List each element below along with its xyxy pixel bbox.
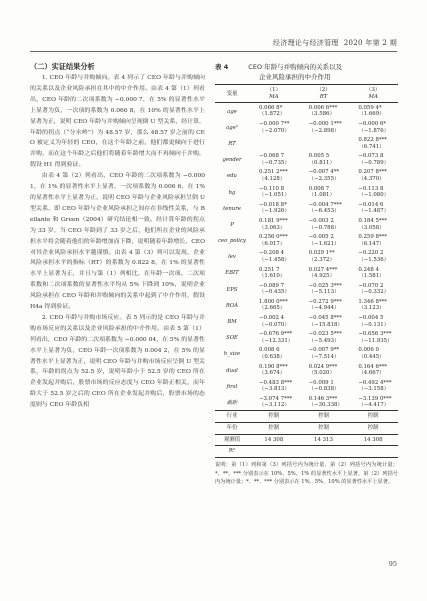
- coefficient-cell: 0.184 5***: [358, 217, 387, 224]
- t-statistic-cell: （−0.435）: [259, 289, 290, 296]
- table-title-line1: CEO 年龄与并购倾向的关系以及: [248, 63, 343, 71]
- t-statistic-cell: （−7.514）: [308, 353, 340, 360]
- coefficient-cell: −0.000 1***: [308, 120, 342, 127]
- t-statistic-cell: （1.610）: [259, 273, 286, 280]
- dependent-variable: RT: [299, 94, 349, 103]
- variable-label: first: [226, 383, 238, 390]
- table-row: [215, 136, 398, 144]
- coefficient-cell: 0.029 1**: [308, 250, 335, 257]
- coefficient-cell: 0.006 0: [358, 347, 379, 354]
- regression-table: [215, 84, 398, 458]
- table-title-line2: 企业风险承担的中介作用: [259, 73, 331, 81]
- coefficient-cell: −0.002 4: [259, 315, 285, 322]
- t-statistic-cell: （−12.331）: [259, 337, 294, 344]
- paragraph: 1. CEO 年龄与并购倾向。表 4 列示了 CEO 年龄与并购倾向的关系以及企业风险承担在其中的中介作用。由表 4 第（1）列看出，CEO 年龄的二次项系数为 −0.000 7，在 5% 的显著性水平上显著为负，一次项的系数为 0.066 8，在 10% 的显著性水平上显著为正，说明 CEO 年龄与并购倾向呈现倒 U 型关系，经计算，年龄的拐点（“分水岭”）为 48.57 岁，那么 48.57 岁之前的 CEO 被定义为年轻的 CEO，在这个年龄之前，他们都更倾向于进行并购，而在这个年龄之后他们将随着年龄增大而不再倾向于并购，假设 H1 得到验证。: [30, 74, 205, 169]
- coefficient-cell: [249, 136, 299, 144]
- table-footer-row: [215, 411, 398, 423]
- footer-label: R²: [215, 446, 249, 458]
- coefficient-cell: −0.009 1: [308, 379, 334, 386]
- t-statistic-cell: （1.872）: [259, 111, 286, 118]
- t-statistic-cell: （−4.944）: [308, 305, 340, 312]
- t-statistic-cell: [249, 144, 299, 152]
- coefficient-cell: −3.074 7***: [259, 395, 293, 402]
- coefficient-cell: 1.800 0***: [259, 298, 288, 305]
- variable-label: age: [227, 108, 237, 115]
- variable-label: ceo_policy: [218, 238, 246, 245]
- footer-value: 控制: [348, 411, 398, 423]
- t-statistic-cell: （−0.838）: [308, 386, 340, 393]
- t-statistic-cell: （−1.536）: [358, 256, 390, 263]
- coefficient-cell: −0.000 7**: [259, 120, 290, 127]
- coefficient-cell: 0.027 4***: [308, 266, 338, 273]
- variable-header: 变量: [215, 85, 249, 103]
- table-header-row: [215, 85, 398, 94]
- table-footer-row: [215, 423, 398, 435]
- t-statistic-cell: （−4.417）: [358, 402, 390, 409]
- coefficient-cell: 0.059 4*: [358, 104, 382, 111]
- footer-value: 控制: [299, 411, 349, 423]
- footer-value: 控制: [299, 423, 349, 435]
- t-statistic-cell: （−30.338）: [308, 402, 343, 409]
- footer-value: 14 313: [299, 434, 349, 446]
- footer-value: 14 308: [249, 434, 299, 446]
- t-statistic-cell: （0.638）: [259, 353, 286, 360]
- table-number: 表 4: [215, 63, 229, 71]
- coefficient-cell: −0.018 8*: [259, 201, 287, 208]
- variable-label: lev: [228, 254, 236, 261]
- variable-label: RT: [228, 141, 236, 148]
- coefficient-cell: −0.272 9***: [308, 298, 342, 305]
- section-title: （二）实证结果分析: [30, 62, 95, 71]
- table-row: [215, 249, 398, 257]
- coefficient-cell: 0.207 8***: [358, 169, 387, 176]
- t-statistic-cell: （−3.158）: [358, 386, 390, 393]
- page-number: 95: [388, 560, 397, 568]
- variable-label: EPS: [226, 286, 238, 293]
- footer-value: [249, 446, 299, 458]
- t-statistic-cell: （−1.487）: [358, 208, 390, 215]
- table-row: [215, 297, 398, 305]
- footer-value: [299, 446, 349, 458]
- coefficient-cell: −0.000 6*: [358, 120, 387, 127]
- t-statistic-cell: （−1.621）: [308, 240, 340, 247]
- coefficient-cell: −0.073 8: [358, 153, 384, 160]
- coefficient-cell: 0.146 3***: [308, 395, 338, 402]
- table-note: 说明：第（1）列和第（3）列括号内为统计量，第（2）列括号内为统计量；*、**、*** 分别表示在 10%、5%、1% 的显著性水平上显著。第（2）列括号内为统计量；*、**、*** 分别表示在 1%、5%、10% 的显著性水平上显著。: [215, 461, 398, 486]
- running-header: [30, 38, 397, 52]
- footer-value: 控制: [348, 423, 398, 435]
- table-footer-row: [215, 446, 398, 458]
- coefficient-cell: −0.492 4***: [358, 379, 392, 386]
- coefficient-cell: −0.023 5***: [308, 331, 342, 338]
- t-statistic-cell: （−3.112）: [259, 402, 290, 409]
- coefficient-cell: −0.070 2: [358, 282, 384, 289]
- t-statistic-cell: （−1.926）: [259, 208, 290, 215]
- table-row: [215, 313, 398, 321]
- variable-label: hg: [228, 189, 236, 196]
- coefficient-cell: −0.676 9***: [259, 331, 293, 338]
- coefficient-cell: −0.025 3***: [308, 282, 342, 289]
- t-statistic-cell: （4.370）: [358, 176, 385, 183]
- table-caption: [215, 62, 398, 82]
- dependent-variable: MA: [348, 94, 398, 103]
- footer-label: 行业: [215, 411, 249, 423]
- footer-value: 控制: [249, 411, 299, 423]
- t-statistic-cell: （1.581）: [358, 273, 385, 280]
- t-statistic-cell: （3.586）: [308, 111, 335, 118]
- variable-label: EBIT: [225, 270, 239, 277]
- coefficient-cell: 0.251 2***: [259, 169, 288, 176]
- column-number: （2）: [316, 87, 331, 93]
- footer-label: 观测值: [215, 434, 249, 446]
- t-statistic-cell: （−0.789）: [358, 159, 390, 166]
- t-statistic-cell: [299, 144, 349, 152]
- table-row: [215, 216, 398, 224]
- coefficient-cell: 0.024 9***: [308, 363, 338, 370]
- t-statistic-cell: （−1.458）: [259, 256, 290, 263]
- t-statistic-cell: （6.147）: [358, 240, 385, 247]
- table-row: [215, 184, 398, 192]
- t-statistic-cell: （−2.898）: [308, 127, 340, 134]
- coefficient-cell: −0.110 8: [259, 185, 285, 192]
- coefficient-cell: −0.004 7***: [308, 201, 342, 208]
- t-statistic-cell: （4.925）: [308, 273, 335, 280]
- table-row: [215, 378, 398, 386]
- table-row: [215, 281, 398, 289]
- coefficient-cell: −0.007 9**: [308, 347, 340, 354]
- variable-label: age²: [226, 124, 238, 131]
- t-statistic-cell: （−15.818）: [308, 321, 343, 328]
- table-row: [215, 346, 398, 354]
- t-statistic-cell: （5.020）: [308, 370, 335, 377]
- t-statistic-cell: （3.123）: [358, 305, 385, 312]
- coefficient-cell: −0.068 7: [259, 153, 285, 160]
- variable-label: P: [230, 221, 234, 228]
- t-statistic-cell: （−0.735）: [259, 159, 290, 166]
- t-statistic-cell: （−0.070）: [259, 321, 290, 328]
- coefficient-cell: −3.139 0***: [358, 395, 392, 402]
- coefficient-cell: −0.483 8***: [259, 379, 293, 386]
- coefficient-cell: 0.256 0***: [259, 234, 288, 241]
- body-text-column: [30, 62, 205, 562]
- coefficient-cell: −0.113 8: [358, 185, 384, 192]
- table-column: [215, 62, 398, 522]
- table-row: [215, 330, 398, 338]
- t-statistic-cell: （4.128）: [259, 176, 286, 183]
- t-statistic-cell: （−2.355）: [308, 176, 340, 183]
- table-row: [215, 265, 398, 273]
- table-row: [215, 152, 398, 160]
- footer-value: [348, 446, 398, 458]
- coefficient-cell: −0.007 4**: [308, 169, 340, 176]
- t-statistic-cell: （1.669）: [358, 111, 385, 118]
- t-statistic-cell: （−1.080）: [358, 192, 390, 199]
- coefficient-cell: [299, 136, 349, 144]
- table-row: [215, 168, 398, 176]
- coefficient-cell: 0.066 8*: [259, 104, 283, 111]
- coefficient-cell: −0.045 8***: [308, 315, 342, 322]
- coefficient-cell: 0.164 6***: [358, 363, 387, 370]
- variable-label: SOE: [226, 335, 238, 342]
- dependent-variable: MA: [249, 94, 299, 103]
- table-row: [215, 119, 398, 127]
- coefficient-cell: 0.008 7: [308, 185, 330, 192]
- paragraph: 2. CEO 年龄与并购市场反应。表 5 列示的是 CEO 年龄与并购市场反应的关系以及企业风险承担的中介作用。由表 5 第（1）列看出，CEO 年龄的二次项系数为 −0.000 04，在 5% 的显著性水平上显著为负，CEO 年龄一次项系数为 0.004 2，在 5% 的显著性水平上显著为正，说明 CEO 年龄与并购市场反应呈倒 U 型关系，年龄的拐点为 52.5 岁，说明年龄小于 52.5 岁的 CEO 所在企业发起并购后，股票市场的反应态度与 CEO 年龄正相关，而年龄大于 52.5 岁之后的 CEO 所在企业发起并购后，股票市场的态度则与 CEO 年龄负相: [30, 313, 205, 409]
- footer-value: 控制: [249, 423, 299, 435]
- t-statistic-cell: （−2.070）: [259, 127, 290, 134]
- table-footer-row: [215, 434, 398, 446]
- coefficient-cell: 1.346 8***: [358, 298, 387, 305]
- paragraph: 由表 4 第（2）列看出，CEO 年龄的二次项系数为 −0.000 1，在 1% 的显著性水平上显著，一次项系数为 0.006 6，在 1% 的显著性水平上显著为正，说明 CEO 年龄与企业风险承担呈倒 U 型关系，即 CEO 年龄与企业风险承担之间存在非线性关系，与 Bellante 和 Green（2004）研究结论相一致。经计算年龄的拐点为 33 岁，当 CEO 年龄到了 33 岁之后，他们所在企业的风险承担水平将会随着他们的年龄增加而下降，说明随着年龄增长，CEO 对其企业风险承担水平越谨慎。由表 4 第（3）列可以发现，企业风险承担水平的指标（RT）的系数为 0.822 8，在 1% 的显著性水平上显著为正，并且与第（1）列相比，在年龄一次项、二次项系数和二次项系数的显著性水平均从 5% 下降到 10%，说明企业风险承担在 CEO 年龄和并购倾向的关系中起到了中介作用，假设 H4a 得到验证。: [30, 172, 205, 311]
- coefficient-cell: 0.006 6***: [308, 104, 338, 111]
- coefficient-cell: −0.220 2: [358, 250, 384, 257]
- coefficient-cell: 0.251 7: [259, 266, 280, 273]
- t-statistic-cell: （3.058）: [358, 224, 385, 231]
- table-row: [215, 394, 398, 402]
- t-statistic-cell: （−0.131）: [358, 321, 390, 328]
- t-statistic-cell: （−6.453）: [308, 208, 340, 215]
- coefficient-cell: 0.822 8***: [358, 137, 387, 144]
- t-statistic-cell: （−5.493）: [308, 337, 340, 344]
- t-statistic-cell: （−11.935）: [358, 337, 393, 344]
- footer-value: 14 308: [348, 434, 398, 446]
- coefficient-cell: −0.656 3***: [358, 331, 392, 338]
- coefficient-cell: −0.014 6: [358, 201, 384, 208]
- coefficient-cell: 0.005 5: [308, 153, 330, 160]
- t-statistic-cell: （−1.876）: [358, 127, 390, 134]
- variable-label: edu: [227, 173, 237, 180]
- coefficient-cell: 0.259 8***: [358, 234, 387, 241]
- variable-label: BM: [227, 319, 237, 325]
- variable-label: 截距: [226, 399, 238, 406]
- variable-label: h_size: [223, 351, 241, 358]
- table-row: [215, 233, 398, 241]
- coefficient-cell: −0.208 4: [259, 250, 285, 257]
- t-statistic-cell: （0.445）: [358, 353, 385, 360]
- t-statistic-cell: （−0.788）: [308, 224, 340, 231]
- t-statistic-cell: （−0.332）: [358, 289, 390, 296]
- t-statistic-cell: （3.674）: [259, 370, 286, 377]
- table-row: [215, 362, 398, 370]
- issue-number: 2020 年第 2 期: [343, 39, 397, 47]
- coefficient-cell: −0.003 2: [308, 217, 334, 224]
- t-statistic-cell: （6.017）: [259, 240, 286, 247]
- footer-label: 年份: [215, 423, 249, 435]
- t-statistic-cell: （2.372）: [308, 256, 335, 263]
- coefficient-cell: 0.190 8***: [259, 363, 288, 370]
- table-row: [215, 103, 398, 112]
- table-row: [215, 200, 398, 208]
- t-statistic-cell: （−3.813）: [259, 386, 290, 393]
- coefficient-cell: 0.248 4: [358, 266, 379, 273]
- t-statistic-cell: （2.665）: [259, 305, 286, 312]
- coefficient-cell: −0.005 2: [308, 234, 334, 241]
- t-statistic-cell: （0.811）: [308, 159, 335, 166]
- coefficient-cell: −0.004 5: [358, 315, 384, 322]
- column-number: （3）: [366, 87, 381, 93]
- column-number: （1）: [266, 87, 281, 93]
- coefficient-cell: 0.008 6: [259, 347, 280, 354]
- coefficient-cell: 0.181 9***: [259, 217, 288, 224]
- header-rule: [30, 51, 397, 52]
- variable-label: ROA: [225, 302, 239, 309]
- t-statistic-cell: （−1.051）: [259, 192, 290, 199]
- t-statistic-cell: （3.063）: [259, 224, 286, 231]
- variable-label: tenure: [223, 205, 241, 212]
- t-statistic-cell: （4.667）: [358, 370, 385, 377]
- t-statistic-cell: （6.741）: [358, 143, 385, 150]
- t-statistic-cell: （1.081）: [308, 192, 335, 199]
- t-statistic-cell: （−5.113）: [308, 289, 340, 296]
- variable-label: gender: [222, 157, 242, 164]
- variable-label: dual: [226, 367, 238, 374]
- journal-name: 经济理论与经济管理: [272, 39, 339, 47]
- coefficient-cell: −0.089 7: [259, 282, 285, 289]
